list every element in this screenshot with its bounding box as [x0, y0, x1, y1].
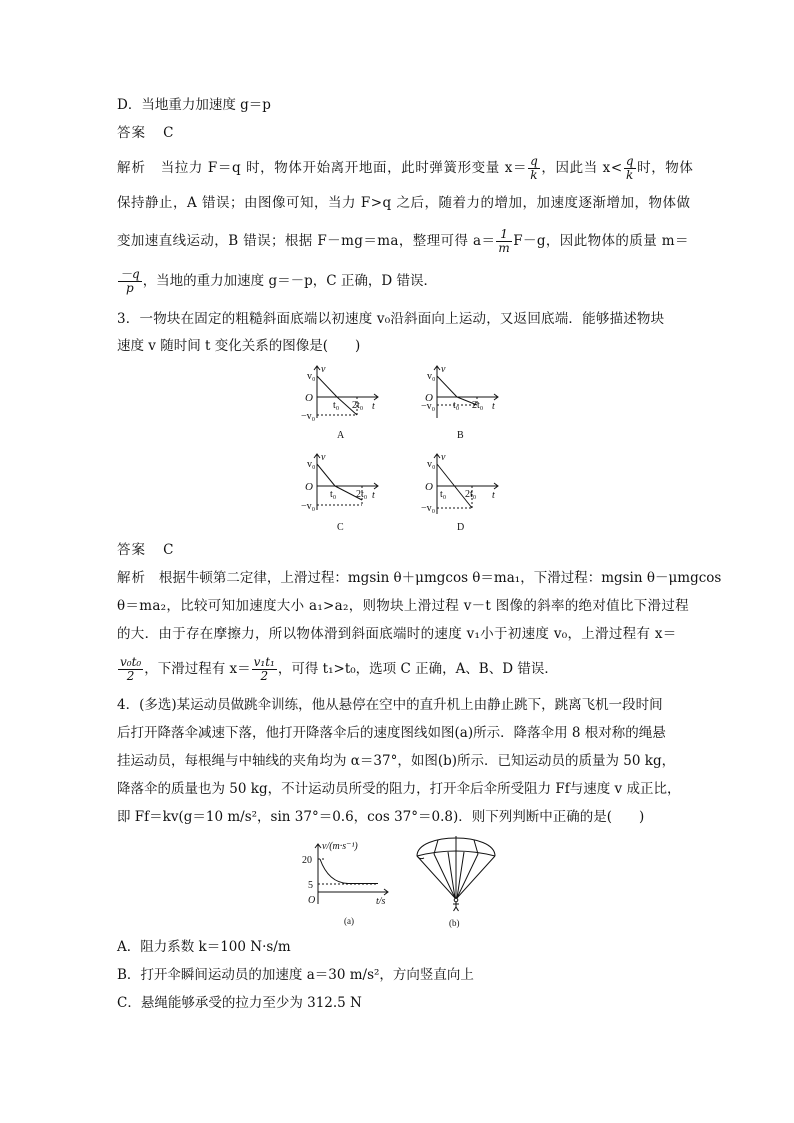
text: 当拉力 F＝q 时，物体开始离开地面，此时弹簧形变量 x＝: [160, 160, 528, 176]
fraction: $\frac{\text{v₁t₁}}{2}$: [253, 655, 275, 683]
fig-a-ylabel: v/(m·s⁻¹): [322, 841, 358, 852]
label-t: t: [492, 401, 495, 412]
option-d: D．当地重力加速度 g＝p: [117, 97, 271, 113]
option-label-d: D: [457, 522, 465, 533]
label-neg-v0: −v₀: [301, 411, 316, 422]
q4-option-a: A．阻力系数 k＝100 N·s/m: [117, 939, 291, 955]
label-2t0: 2t₀: [352, 400, 364, 411]
q4-option-b: B．打开伞瞬间运动员的加速度 a＝30 m/s²，方向竖直向上: [117, 967, 474, 983]
label-t0: t₀: [440, 489, 447, 500]
text: ，可得 t₁>t₀，选项 C 正确，A、B、D 错误．: [277, 661, 558, 677]
text: ，因此当 x<: [541, 160, 623, 176]
q4-option-c: C．悬绳能够承受的拉力至少为 312.5 N: [117, 995, 362, 1011]
label-t0: t₀: [453, 400, 460, 411]
answer-value: C: [163, 542, 174, 558]
text: ，下滑过程有 x＝: [144, 661, 251, 677]
text: 根据牛顿第二定律，上滑过程：mgsin θ＋μmgcos θ＝ma₁，下滑过程：mgsin θ－μmgcos: [158, 570, 722, 586]
text: F－g，因此物体的质量 m＝: [513, 233, 689, 249]
analysis-label: 解析: [117, 570, 146, 586]
label-neg-v0: −v₀: [421, 503, 436, 514]
q4-stem-line-5: 即 Ff＝kv(g＝10 m/s²，sin 37°＝0.6，cos 37°＝0.8)．则下列判断中正确的是( ): [117, 809, 645, 825]
q2-analysis-line-3: [117, 228, 689, 255]
label-v: v: [321, 364, 326, 375]
label-v0: v₀: [427, 459, 436, 470]
q3-analysis-line-1: [117, 569, 721, 587]
label-origin: O: [425, 392, 433, 404]
q3-stem-line-1: 3．一物块在固定的粗糙斜面底端以初速度 v₀沿斜面向上运动，又返回底端．能够描述物块: [117, 311, 665, 327]
graph-d: [434, 454, 498, 514]
fig-a-caption: (a): [344, 916, 354, 926]
q3-stem-line-2: 速度 v 随时间 t 变化关系的图像是( ): [117, 338, 361, 354]
option-label-a: A: [337, 430, 345, 441]
q2-answer: [117, 124, 174, 142]
fig-b-caption: (b): [449, 918, 460, 928]
fig-a-origin: O: [308, 895, 316, 906]
label-t: t: [372, 490, 375, 501]
label-v: v: [441, 364, 446, 375]
q4-stem-line-3: 挂运动员，每根绳与中轴线的夹角均为 α＝37°，如图(b)所示．已知运动员的质量为 50 kg，: [117, 753, 676, 769]
q3-graphs: [290, 362, 510, 540]
answer-label: 答案: [117, 542, 146, 558]
label-t0: t₀: [330, 489, 337, 500]
label-origin: O: [305, 481, 313, 493]
option-label-b: B: [457, 430, 464, 441]
label-v0: v₀: [307, 459, 316, 470]
analysis-label: 解析: [117, 160, 146, 176]
parachute-icon: [417, 836, 495, 911]
label-v0: v₀: [307, 371, 316, 382]
q4-stem-line-1: 4．(多选)某运动员做跳伞训练，他从悬停在空中的直升机上由静止跳下，跳离飞机一段时间: [117, 697, 663, 713]
q4-stem-line-2: 后打开降落伞减速下落，他打开降落伞后的速度图线如图(a)所示．降落伞用 8 根对称的绳悬: [117, 725, 666, 741]
fig-a-y20: 20: [302, 855, 312, 866]
fraction: $\frac{1}{m}$: [498, 227, 511, 255]
fig-a-y5: 5: [308, 880, 313, 891]
text: ，当地的重力加速度 g＝－p，C 正确，D 错误．: [142, 273, 437, 289]
q3-analysis-line-3: 的大．由于存在摩擦力，所以物体滑到斜面底端时的速度 v₁小于初速度 v₀，上滑过程有 x＝: [117, 626, 677, 642]
q2-analysis-line-2: 保持静止，A 错误；由图像可知，当力 F>q 之后，随着力的增加，加速度逐渐增加，物体做: [117, 195, 691, 211]
label-v: v: [441, 452, 446, 463]
q4-figure-a: [296, 838, 408, 930]
q3-analysis-line-4: [117, 656, 558, 683]
fraction: $\frac{q}{k}$: [625, 154, 635, 182]
fraction: $\frac{-q}{p}$: [120, 267, 140, 295]
q3-analysis-line-2: θ＝ma₂，比较可知加速度大小 a₁>a₂，则物块上滑过程 v－t 图像的斜率的绝对值比下滑过程: [117, 598, 689, 614]
label-t: t: [372, 401, 375, 412]
label-neg-v0: −v₀: [421, 401, 436, 412]
label-v0: v₀: [427, 371, 436, 382]
label-neg-v0: −v₀: [301, 501, 316, 512]
q2-analysis-line-4: [117, 268, 437, 295]
option-label-c: C: [337, 522, 344, 533]
q4-stem-line-4: 降落伞的质量也为 50 kg，不计运动员所受的阻力，打开伞后伞所受阻力 Ff与速度 v 成正比，: [117, 781, 681, 797]
q4-figure-b: [414, 826, 498, 932]
fraction: $\frac{q}{k}$: [530, 154, 539, 182]
q2-analysis-line-1: [117, 155, 694, 182]
text: 变加速直线运动，B 错误；根据 F－mg＝ma，整理可得 a＝: [117, 233, 496, 249]
fraction: $\frac{\text{v₀t₀}}{2}$: [120, 655, 142, 683]
fig-a-xlabel: t/s: [376, 896, 386, 907]
text: 时，物体: [637, 160, 694, 176]
answer-value: C: [163, 125, 174, 141]
label-2t0: 2t₀: [465, 489, 477, 500]
label-origin: O: [425, 481, 433, 493]
label-v: v: [321, 452, 326, 463]
label-2t0: 2t₀: [472, 400, 484, 411]
answer-label: 答案: [117, 125, 146, 141]
label-t: t: [492, 490, 495, 501]
label-2t0: 2t₀: [356, 489, 368, 500]
label-origin: O: [305, 392, 313, 404]
label-t0: t₀: [333, 400, 340, 411]
q3-answer: [117, 541, 174, 559]
